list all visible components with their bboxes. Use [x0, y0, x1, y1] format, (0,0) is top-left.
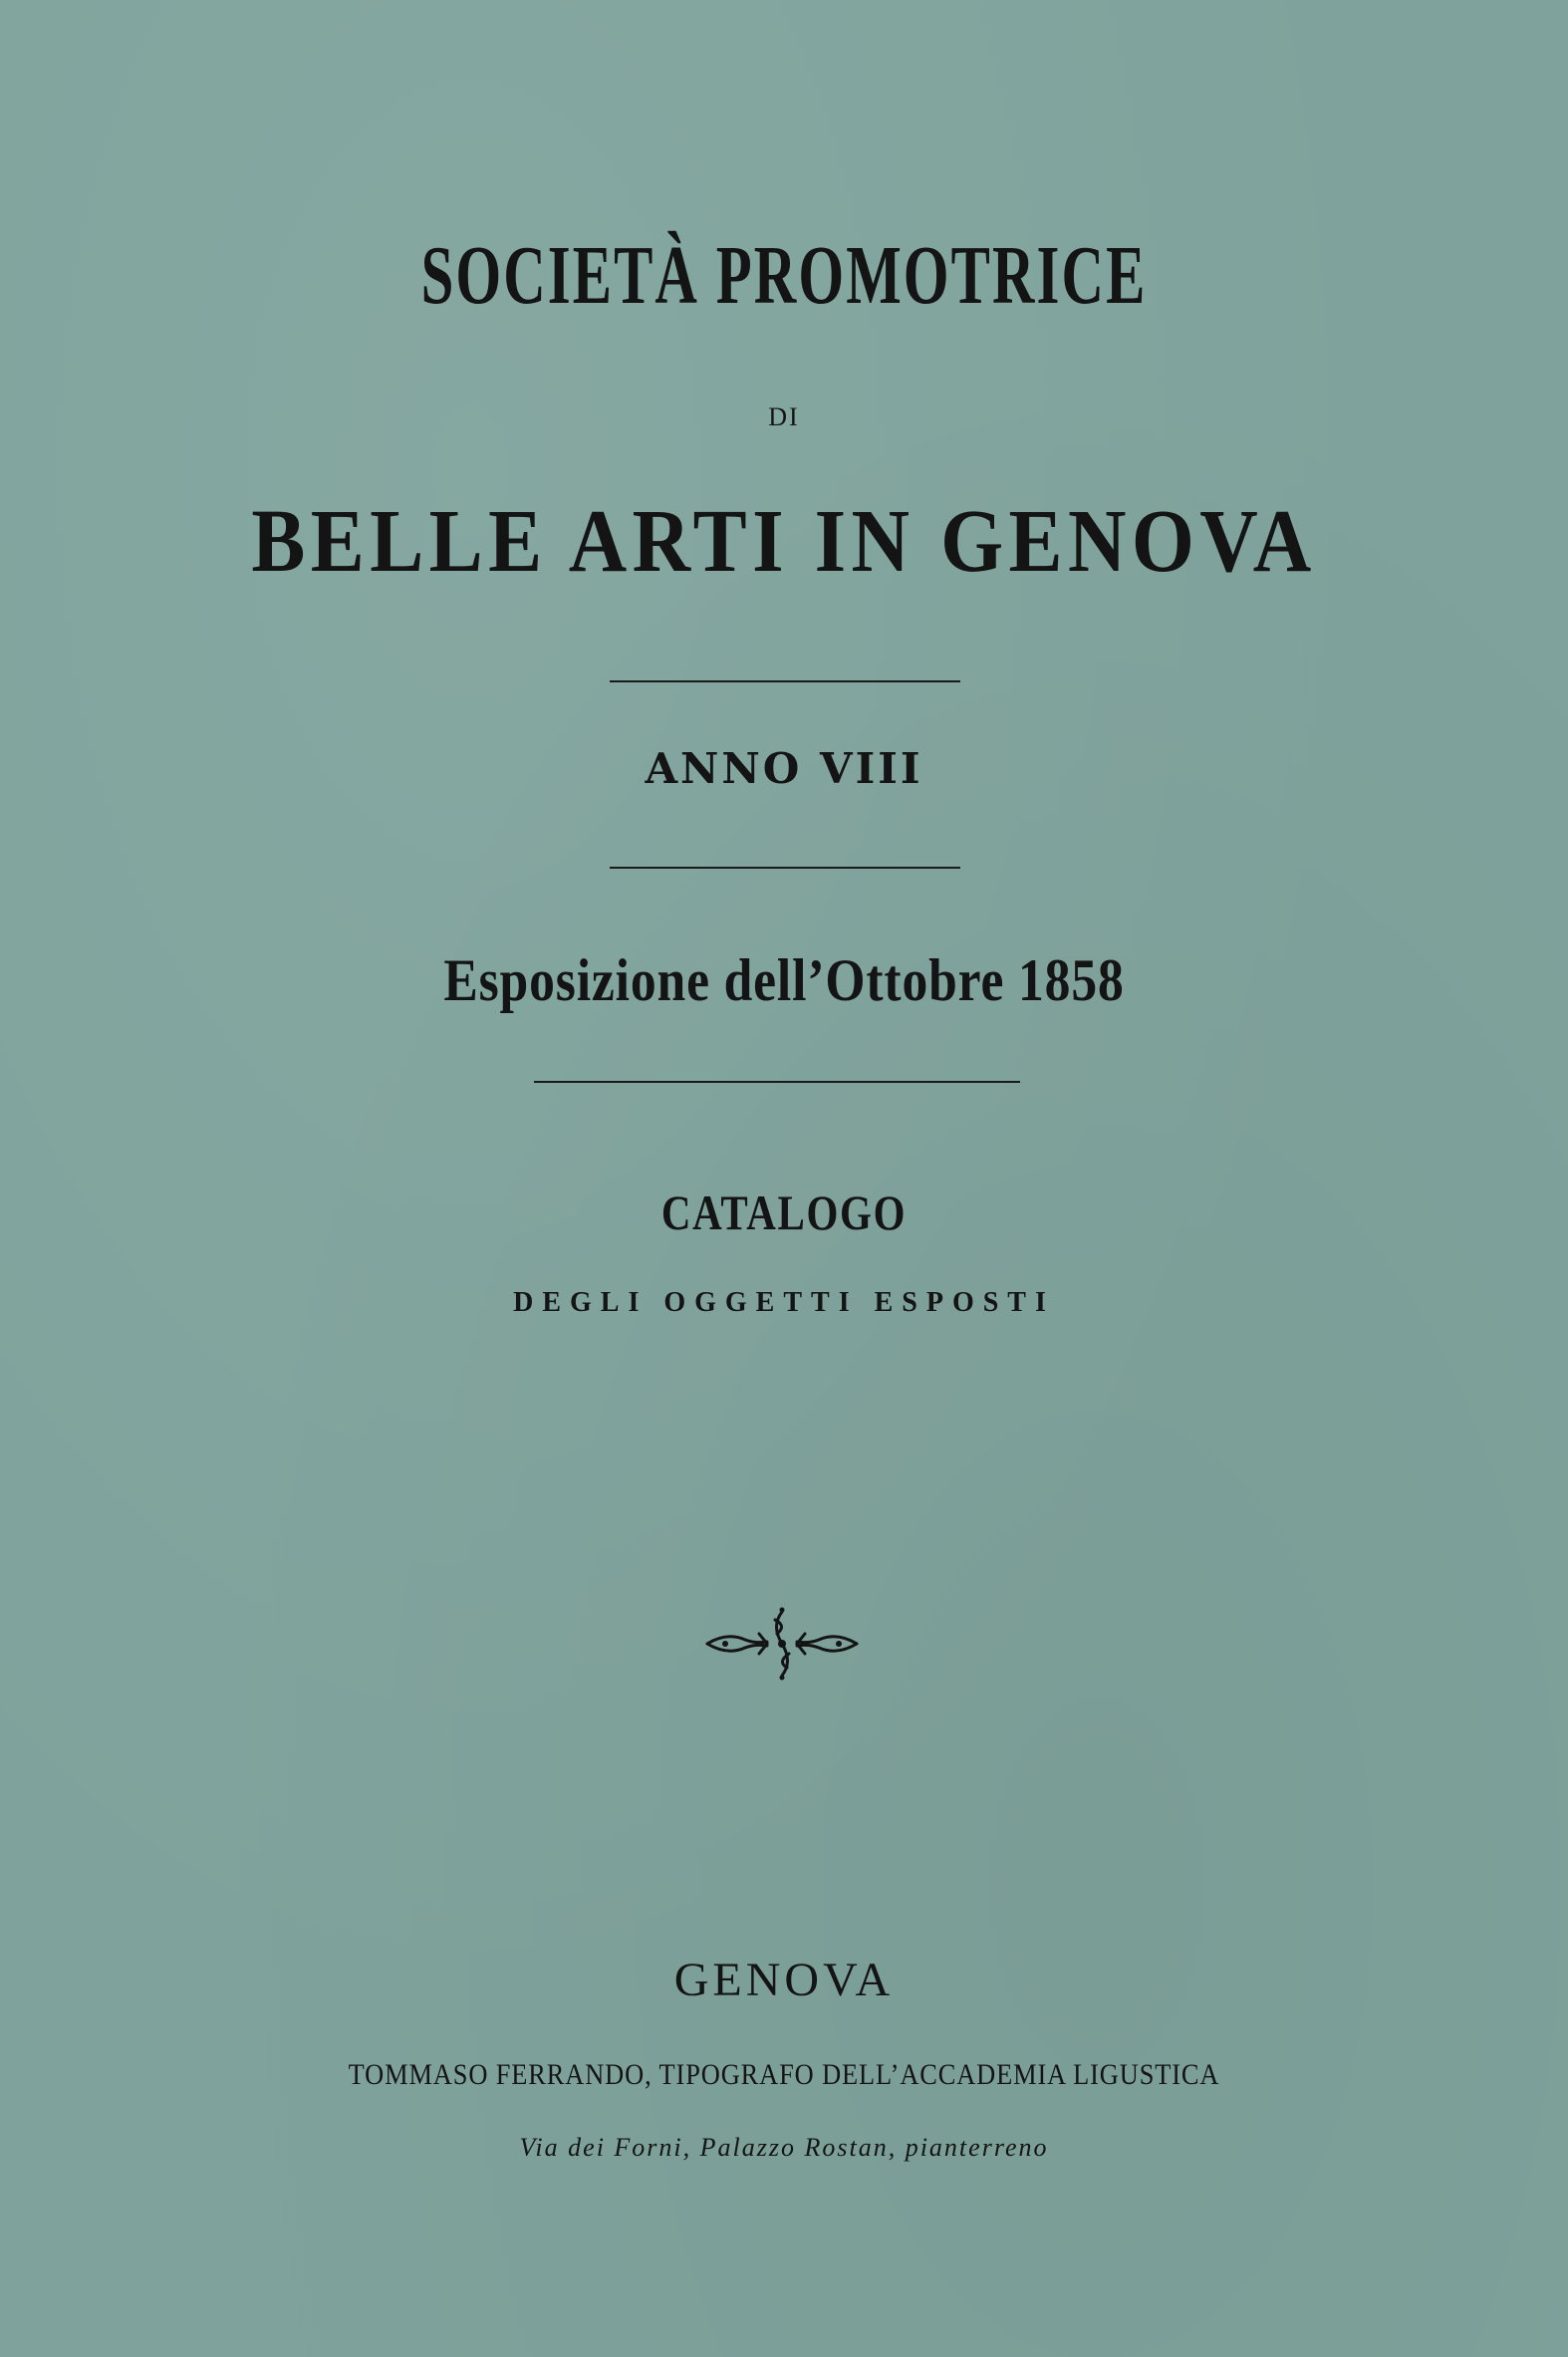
anno-label: ANNO VIII	[645, 744, 923, 793]
divider-rule-bottom	[534, 1081, 1020, 1083]
catalogo-heading: CATALOGO	[660, 1184, 908, 1240]
imprint-city: GENOVA	[673, 1954, 895, 2006]
di-connector: DI	[768, 402, 800, 431]
printer-address: Via dei Forni, Palazzo Rostan, pianterreno	[519, 2133, 1049, 2162]
catalogo-subtitle: DEGLI OGGETTI ESPOSTI	[513, 1287, 1055, 1318]
society-heading: SOCIETÀ PROMOTRICE	[420, 229, 1148, 322]
divider-rule-top	[610, 680, 960, 682]
divider-rule-middle	[610, 867, 960, 869]
printer-fleuron-icon	[697, 1604, 867, 1684]
exhibition-title: Esposizione dell’Ottobre 1858	[443, 947, 1125, 1013]
arts-heading: BELLE ARTI IN GENOVA	[251, 492, 1317, 591]
printer-line: TOMMASO FERRANDO, TIPOGRAFO DELL’ACCADEMIA LIGUSTICA	[348, 2058, 1220, 2091]
